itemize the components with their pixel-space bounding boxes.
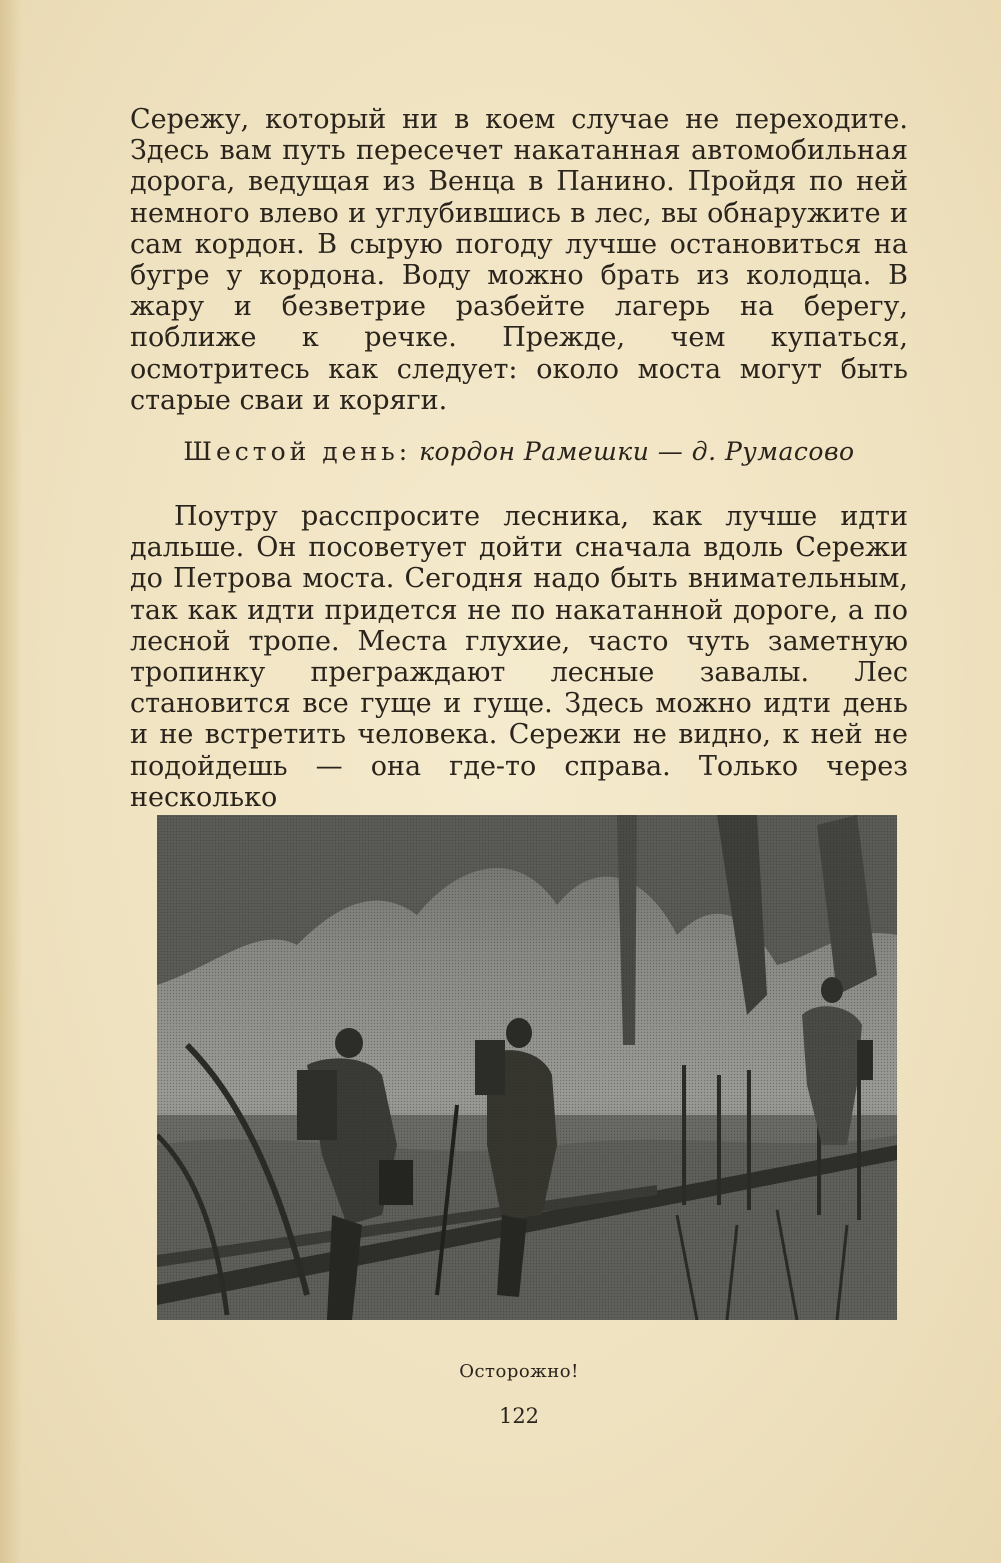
heading-day: Шестой день: [183, 437, 412, 466]
heading-route: кордон Рамешки — д. Румасово [419, 437, 855, 466]
paragraph-day-six: Поутру расспросите лесника, как лучше идти дальше. Он посоветует дойти сначала вдоль Сережи до Петрова моста. Сегодня надо быть внимательным, так как идти придется не по накатанной дороге, а по лесной тропе. Места глухие, часто чуть заметную тропинку преграждают лесные завалы. Лес становится все гуще и гуще. Здесь можно идти день и не встретить человека. Сережи не видно, к ней не подойдешь — она где-то справа. Только через несколько [130, 501, 908, 813]
photo-hikers-crossing-log-bridge [157, 815, 897, 1320]
halftone-photo-illustration [157, 815, 897, 1320]
page-binding-shadow [0, 0, 22, 1563]
paragraph-continuation: Сережу, который ни в коем случае не переходите. Здесь вам путь пересечет накатанная автомобильная дорога, ведущая из Венца в Панино. Пройдя по ней немного влево и углубившись в лес, вы обнаружите и сам кордон. В сырую погоду лучше остановиться на бугре у кордона. Воду можно брать из колодца. В жару и безветрие разбейте лагерь на берегу, поближе к речке. Прежде, чем купаться, осмотритесь как следует: около моста могут быть старые сваи и коряги. [130, 104, 908, 416]
section-heading [130, 436, 908, 468]
photo-caption: Осторожно! [459, 1361, 579, 1382]
page-number: 122 [498, 1404, 540, 1428]
